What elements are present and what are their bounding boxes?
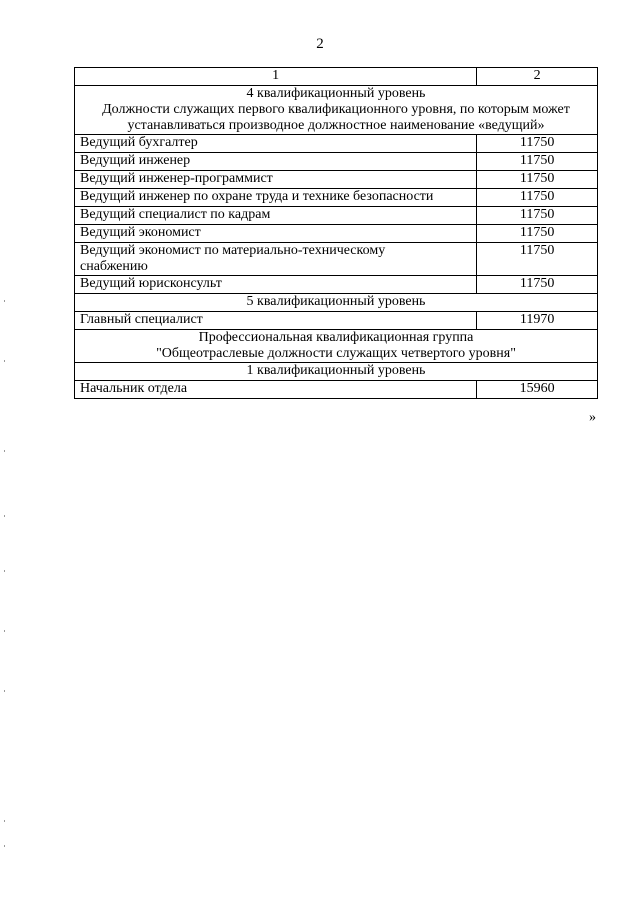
qualification-level-title: 4 квалификационный уровень bbox=[246, 86, 426, 101]
professional-group-name: "Общеотраслевые должности служащих четвертого уровня" bbox=[156, 346, 516, 361]
table-row bbox=[75, 381, 598, 399]
scan-margin-marks bbox=[4, 300, 7, 860]
table-row bbox=[75, 225, 598, 243]
group-header-row bbox=[75, 330, 598, 363]
section-header-row bbox=[75, 294, 598, 312]
position-cell: Ведущий юрисконсульт bbox=[75, 276, 477, 294]
column-header-1: 1 bbox=[75, 68, 477, 86]
table-row bbox=[75, 207, 598, 225]
salary-cell: 11750 bbox=[477, 153, 598, 171]
professional-group-title: Профессиональная квалификационная группа bbox=[198, 330, 474, 345]
position-cell: Ведущий инженер bbox=[75, 153, 477, 171]
table-row bbox=[75, 276, 598, 294]
section-note: Должности служащих первого квалификационного уровня, по которым может устанавливаться производное должностное наименование «ведущий» bbox=[102, 102, 570, 133]
section-header-row bbox=[75, 363, 598, 381]
qualification-level-title: 5 квалификационный уровень bbox=[75, 294, 598, 312]
section-header-cell bbox=[75, 86, 598, 135]
salary-cell: 11970 bbox=[477, 312, 598, 330]
table-row bbox=[75, 171, 598, 189]
position-cell: Ведущий бухгалтер bbox=[75, 135, 477, 153]
table-row bbox=[75, 312, 598, 330]
position-cell: Ведущий специалист по кадрам bbox=[75, 207, 477, 225]
position-cell: Ведущий экономист по материально-техническому снабжению bbox=[75, 243, 477, 276]
position-cell: Ведущий инженер по охране труда и технике безопасности bbox=[75, 189, 477, 207]
salary-cell: 11750 bbox=[477, 225, 598, 243]
section-header-row bbox=[75, 86, 598, 135]
closing-quote-mark: » bbox=[589, 410, 596, 425]
position-cell: Ведущий экономист bbox=[75, 225, 477, 243]
qualification-level-title: 1 квалификационный уровень bbox=[75, 363, 598, 381]
table-row bbox=[75, 243, 598, 276]
salary-cell: 11750 bbox=[477, 189, 598, 207]
table-row bbox=[75, 189, 598, 207]
table-row bbox=[75, 135, 598, 153]
salary-cell: 11750 bbox=[477, 276, 598, 294]
column-header-2: 2 bbox=[477, 68, 598, 86]
position-cell: Главный специалист bbox=[75, 312, 477, 330]
position-cell: Ведущий инженер-программист bbox=[75, 171, 477, 189]
salary-cell: 11750 bbox=[477, 171, 598, 189]
salary-cell: 11750 bbox=[477, 207, 598, 225]
table-row bbox=[75, 153, 598, 171]
salary-cell: 11750 bbox=[477, 135, 598, 153]
group-header-cell bbox=[75, 330, 598, 363]
table-header-row bbox=[75, 68, 598, 86]
salary-table bbox=[74, 67, 598, 399]
position-cell: Начальник отдела bbox=[75, 381, 477, 399]
page-number: 2 bbox=[316, 36, 324, 52]
salary-cell: 11750 bbox=[477, 243, 598, 276]
salary-cell: 15960 bbox=[477, 381, 598, 399]
